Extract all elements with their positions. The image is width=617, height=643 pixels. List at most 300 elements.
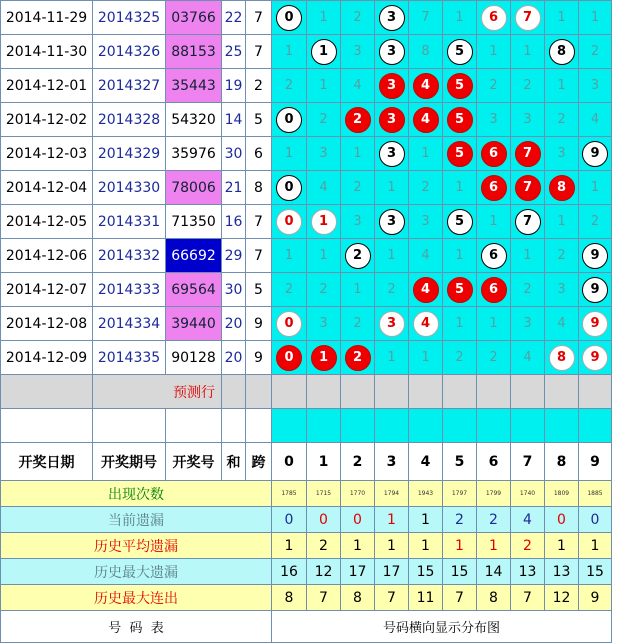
stat-value-9: 9: [579, 585, 612, 611]
digit-cell-3: [375, 1, 409, 35]
blank-row: [1, 409, 612, 443]
stat-value-4: 11: [409, 585, 443, 611]
hit-ball: 1: [311, 209, 337, 235]
hit-ball: 7: [515, 141, 541, 167]
hit-ball: 7: [515, 209, 541, 235]
digit-cell-4: [409, 69, 443, 103]
digit-cell-3: [375, 69, 409, 103]
digit-cell-6: 1: [477, 35, 511, 69]
draw-span: 7: [246, 1, 272, 35]
draw-sum: 30: [222, 137, 246, 171]
stat-value-4: 1: [409, 533, 443, 559]
stat-row: [1, 507, 612, 533]
stat-value-1: 12: [307, 559, 341, 585]
hit-ball: 0: [276, 107, 302, 133]
footer-left: 号 码 表: [1, 611, 272, 643]
stat-value-3: 17: [375, 559, 409, 585]
hit-ball: 7: [515, 5, 541, 31]
draw-number: 88153: [166, 35, 222, 69]
stat-value-8: 0: [545, 507, 579, 533]
stat-value-8: 1: [545, 533, 579, 559]
stat-value-0: 0: [272, 507, 307, 533]
digit-cell-8: 1: [545, 205, 579, 239]
digit-cell-0: [272, 205, 307, 239]
hit-ball: 5: [447, 141, 473, 167]
hit-ball: 9: [582, 141, 608, 167]
digit-cell-4: 1: [409, 137, 443, 171]
header-digit-0: 0: [272, 443, 307, 481]
hit-ball: 3: [379, 311, 405, 337]
stat-value-5: 1: [443, 533, 477, 559]
hit-ball: 3: [379, 107, 405, 133]
hit-ball: 6: [481, 243, 507, 269]
digit-cell-9: 1: [579, 171, 612, 205]
hit-ball: 0: [276, 175, 302, 201]
draw-number: 35976: [166, 137, 222, 171]
draw-issue: 2014335: [93, 341, 166, 375]
hit-ball: 0: [276, 5, 302, 31]
stat-value-4: 1943: [409, 481, 443, 507]
draw-date: 2014-12-02: [1, 103, 93, 137]
digit-cell-5: [443, 69, 477, 103]
stat-value-8: 13: [545, 559, 579, 585]
digit-cell-0: 1: [272, 137, 307, 171]
digit-cell-0: 2: [272, 69, 307, 103]
digit-cell-6: [477, 1, 511, 35]
hit-ball: 0: [276, 209, 302, 235]
draw-span: 2: [246, 69, 272, 103]
blank-digit-cell: [409, 409, 443, 443]
draw-sum: 21: [222, 171, 246, 205]
stat-row: [1, 481, 612, 507]
digit-cell-3: 1: [375, 239, 409, 273]
draw-number: 66692: [166, 239, 222, 273]
draw-number: 03766: [166, 1, 222, 35]
draw-issue: 2014327: [93, 69, 166, 103]
blank-digit-cell: [341, 409, 375, 443]
stat-value-9: 1: [579, 533, 612, 559]
digit-cell-8: [545, 35, 579, 69]
stat-value-6: 8: [477, 585, 511, 611]
stat-value-7: 13: [511, 559, 545, 585]
hit-ball: 1: [311, 345, 337, 371]
header-span: 跨: [246, 443, 272, 481]
hit-ball: 6: [481, 141, 507, 167]
hit-ball: 3: [379, 141, 405, 167]
blank-digit-cell: [307, 409, 341, 443]
digit-cell-1: 3: [307, 137, 341, 171]
digit-cell-2: 3: [341, 205, 375, 239]
digit-cell-9: [579, 137, 612, 171]
stat-value-7: 4: [511, 507, 545, 533]
digit-cell-8: 1: [545, 1, 579, 35]
hit-ball: 5: [447, 277, 473, 303]
digit-cell-7: 1: [511, 239, 545, 273]
blank-digit-cell: [272, 409, 307, 443]
draw-issue: 2014325: [93, 1, 166, 35]
hit-ball: 2: [345, 243, 371, 269]
hit-ball: 4: [413, 73, 439, 99]
header-digit-9: 9: [579, 443, 612, 481]
digit-cell-4: [409, 103, 443, 137]
stat-label: 历史最大连出: [1, 585, 272, 611]
digit-cell-3: [375, 205, 409, 239]
digit-cell-5: [443, 35, 477, 69]
draw-span: 7: [246, 205, 272, 239]
draw-sum: 29: [222, 239, 246, 273]
digit-cell-1: [307, 205, 341, 239]
header-issue: 开奖期号: [93, 443, 166, 481]
stat-label: 历史最大遗漏: [1, 559, 272, 585]
digit-cell-1: 1: [307, 239, 341, 273]
draw-number: 69564: [166, 273, 222, 307]
header-digit-8: 8: [545, 443, 579, 481]
draw-row: [1, 137, 612, 171]
digit-cell-1: 4: [307, 171, 341, 205]
hit-ball: 2: [345, 107, 371, 133]
header-sum: 和: [222, 443, 246, 481]
stat-value-0: 8: [272, 585, 307, 611]
draw-date: 2014-12-08: [1, 307, 93, 341]
pred-cell-5[interactable]: [443, 375, 477, 409]
stat-value-1: 7: [307, 585, 341, 611]
draw-sum: 16: [222, 205, 246, 239]
header-digit-4: 4: [409, 443, 443, 481]
digit-cell-7: 1: [511, 35, 545, 69]
draw-row: [1, 103, 612, 137]
digit-cell-5: 1: [443, 307, 477, 341]
stat-value-7: 2: [511, 533, 545, 559]
hit-ball: 6: [481, 5, 507, 31]
blank-cell: [93, 409, 166, 443]
digit-cell-7: 3: [511, 307, 545, 341]
digit-cell-9: [579, 273, 612, 307]
hit-ball: 9: [582, 277, 608, 303]
stat-value-8: 12: [545, 585, 579, 611]
hit-ball: 6: [481, 277, 507, 303]
digit-cell-7: 2: [511, 273, 545, 307]
draw-sum: 19: [222, 69, 246, 103]
digit-cell-9: 3: [579, 69, 612, 103]
stat-value-3: 1: [375, 507, 409, 533]
stat-value-2: 1770: [341, 481, 375, 507]
digit-cell-0: [272, 341, 307, 375]
blank-digit-cell: [477, 409, 511, 443]
digit-cell-4: 7: [409, 1, 443, 35]
digit-cell-5: 1: [443, 239, 477, 273]
pred-cell-9[interactable]: [579, 375, 612, 409]
stat-value-3: 7: [375, 585, 409, 611]
draw-span: 6: [246, 137, 272, 171]
digit-cell-0: [272, 171, 307, 205]
stat-value-1: 1715: [307, 481, 341, 507]
draw-number: 39440: [166, 307, 222, 341]
draw-issue: 2014330: [93, 171, 166, 205]
draw-date: 2014-12-07: [1, 273, 93, 307]
hit-ball: 4: [413, 311, 439, 337]
header-date: 开奖日期: [1, 443, 93, 481]
footer-row: [1, 611, 612, 643]
draw-span: 7: [246, 35, 272, 69]
prediction-row: [1, 375, 612, 409]
hit-ball: 5: [447, 39, 473, 65]
header-row: [1, 443, 612, 481]
digit-cell-4: 8: [409, 35, 443, 69]
stat-value-5: 7: [443, 585, 477, 611]
draw-row: [1, 341, 612, 375]
digit-cell-4: 3: [409, 205, 443, 239]
digit-cell-5: [443, 103, 477, 137]
digit-cell-2: [341, 103, 375, 137]
digit-cell-9: 2: [579, 205, 612, 239]
draw-date: 2014-12-01: [1, 69, 93, 103]
draw-date: 2014-12-03: [1, 137, 93, 171]
draw-sum: 20: [222, 341, 246, 375]
draw-row: [1, 205, 612, 239]
footer-right: 号码横向显示分布图: [272, 611, 612, 643]
stat-label: 当前遗漏: [1, 507, 272, 533]
digit-cell-2: [341, 341, 375, 375]
draw-sum: 14: [222, 103, 246, 137]
header-digit-6: 6: [477, 443, 511, 481]
digit-cell-6: 2: [477, 69, 511, 103]
header-digit-5: 5: [443, 443, 477, 481]
digit-cell-8: 4: [545, 307, 579, 341]
digit-cell-8: 2: [545, 103, 579, 137]
pred-blank: [246, 375, 272, 409]
draw-date: 2014-11-30: [1, 35, 93, 69]
digit-cell-1: [307, 341, 341, 375]
digit-cell-4: [409, 273, 443, 307]
pred-cell-2[interactable]: [341, 375, 375, 409]
draw-number: 78006: [166, 171, 222, 205]
draw-number: 71350: [166, 205, 222, 239]
digit-cell-6: [477, 137, 511, 171]
header-digit-1: 1: [307, 443, 341, 481]
draw-sum: 22: [222, 1, 246, 35]
draw-row: [1, 273, 612, 307]
digit-cell-1: 3: [307, 307, 341, 341]
draw-date: 2014-12-06: [1, 239, 93, 273]
hit-ball: 1: [311, 39, 337, 65]
prediction-label: 预测行: [93, 375, 222, 409]
digit-cell-1: 1: [307, 69, 341, 103]
digit-cell-2: 1: [341, 273, 375, 307]
digit-cell-2: 2: [341, 1, 375, 35]
draw-issue: 2014328: [93, 103, 166, 137]
hit-ball: 8: [549, 39, 575, 65]
stat-value-7: 1740: [511, 481, 545, 507]
draw-row: [1, 1, 612, 35]
hit-ball: 8: [549, 345, 575, 371]
digit-cell-1: 2: [307, 273, 341, 307]
stat-value-9: 0: [579, 507, 612, 533]
digit-cell-4: 4: [409, 239, 443, 273]
draw-issue: 2014332: [93, 239, 166, 273]
draw-number: 35443: [166, 69, 222, 103]
digit-cell-9: 2: [579, 35, 612, 69]
digit-cell-1: 1: [307, 1, 341, 35]
header-digit-2: 2: [341, 443, 375, 481]
digit-cell-2: 4: [341, 69, 375, 103]
stat-value-9: 15: [579, 559, 612, 585]
digit-cell-3: [375, 137, 409, 171]
stat-value-5: 2: [443, 507, 477, 533]
stat-value-4: 1: [409, 507, 443, 533]
hit-ball: 9: [582, 345, 608, 371]
hit-ball: 5: [447, 107, 473, 133]
digit-cell-4: 1: [409, 341, 443, 375]
hit-ball: 3: [379, 39, 405, 65]
stat-value-0: 1785: [272, 481, 307, 507]
digit-cell-0: [272, 103, 307, 137]
digit-cell-5: 1: [443, 171, 477, 205]
digit-cell-3: 1: [375, 171, 409, 205]
digit-cell-3: [375, 307, 409, 341]
digit-cell-2: 2: [341, 307, 375, 341]
pred-cell-8[interactable]: [545, 375, 579, 409]
digit-cell-4: 2: [409, 171, 443, 205]
pred-cell-3[interactable]: [375, 375, 409, 409]
digit-cell-6: 3: [477, 103, 511, 137]
draw-date: 2014-12-05: [1, 205, 93, 239]
draw-issue: 2014333: [93, 273, 166, 307]
draw-span: 5: [246, 103, 272, 137]
hit-ball: 6: [481, 175, 507, 201]
pred-cell-1[interactable]: [307, 375, 341, 409]
digit-cell-0: [272, 1, 307, 35]
draw-issue: 2014331: [93, 205, 166, 239]
hit-ball: 9: [582, 243, 608, 269]
header-digit-3: 3: [375, 443, 409, 481]
digit-cell-9: [579, 239, 612, 273]
stat-value-5: 1797: [443, 481, 477, 507]
pred-blank: [222, 375, 246, 409]
digit-cell-8: 1: [545, 69, 579, 103]
stat-value-1: 0: [307, 507, 341, 533]
digit-cell-7: [511, 205, 545, 239]
hit-ball: 7: [515, 175, 541, 201]
draw-row: [1, 171, 612, 205]
blank-digit-cell: [511, 409, 545, 443]
hit-ball: 8: [549, 175, 575, 201]
digit-cell-3: [375, 103, 409, 137]
digit-cell-0: 2: [272, 273, 307, 307]
draw-date: 2014-12-09: [1, 341, 93, 375]
stat-value-2: 8: [341, 585, 375, 611]
stat-row: [1, 585, 612, 611]
stat-value-5: 15: [443, 559, 477, 585]
stat-value-6: 14: [477, 559, 511, 585]
digit-cell-7: 4: [511, 341, 545, 375]
digit-cell-7: [511, 1, 545, 35]
digit-cell-9: [579, 341, 612, 375]
digit-cell-2: 2: [341, 171, 375, 205]
digit-cell-8: 2: [545, 239, 579, 273]
digit-cell-8: [545, 171, 579, 205]
digit-cell-8: [545, 341, 579, 375]
hit-ball: 0: [276, 345, 302, 371]
digit-cell-4: [409, 307, 443, 341]
hit-ball: 4: [413, 107, 439, 133]
draw-span: 5: [246, 273, 272, 307]
digit-cell-8: 3: [545, 273, 579, 307]
digit-cell-2: 3: [341, 35, 375, 69]
digit-cell-1: 2: [307, 103, 341, 137]
draw-date: 2014-12-04: [1, 171, 93, 205]
draw-span: 7: [246, 239, 272, 273]
draw-row: [1, 307, 612, 341]
stat-value-3: 1794: [375, 481, 409, 507]
draw-sum: 30: [222, 273, 246, 307]
digit-cell-7: 3: [511, 103, 545, 137]
digit-cell-6: 2: [477, 341, 511, 375]
pred-cell-7[interactable]: [511, 375, 545, 409]
draw-date: 2014-11-29: [1, 1, 93, 35]
draw-row: [1, 239, 612, 273]
blank-cell: [222, 409, 246, 443]
stat-value-6: 1: [477, 533, 511, 559]
blank-cell: [1, 409, 93, 443]
digit-cell-3: [375, 35, 409, 69]
hit-ball: 2: [345, 345, 371, 371]
digit-cell-5: 2: [443, 341, 477, 375]
hit-ball: 3: [379, 73, 405, 99]
digit-cell-6: 1: [477, 205, 511, 239]
hit-ball: 9: [582, 311, 608, 337]
hit-ball: 3: [379, 5, 405, 31]
blank-digit-cell: [579, 409, 612, 443]
stat-value-0: 1: [272, 533, 307, 559]
digit-cell-6: [477, 171, 511, 205]
draw-issue: 2014334: [93, 307, 166, 341]
hit-ball: 0: [276, 311, 302, 337]
stat-value-3: 1: [375, 533, 409, 559]
digit-cell-3: 2: [375, 273, 409, 307]
digit-cell-9: 4: [579, 103, 612, 137]
stat-value-9: 1885: [579, 481, 612, 507]
digit-cell-0: [272, 307, 307, 341]
blank-digit-cell: [443, 409, 477, 443]
digit-cell-1: [307, 35, 341, 69]
stat-value-8: 1809: [545, 481, 579, 507]
draw-issue: 2014326: [93, 35, 166, 69]
stat-row: [1, 533, 612, 559]
draw-span: 9: [246, 341, 272, 375]
pred-cell-6[interactable]: [477, 375, 511, 409]
digit-cell-7: [511, 171, 545, 205]
blank-digit-cell: [375, 409, 409, 443]
digit-cell-3: 1: [375, 341, 409, 375]
blank-cell: [246, 409, 272, 443]
digit-cell-6: 1: [477, 307, 511, 341]
stat-value-2: 17: [341, 559, 375, 585]
blank-cell: [166, 409, 222, 443]
stat-label: 历史平均遗漏: [1, 533, 272, 559]
stat-value-2: 1: [341, 533, 375, 559]
digit-cell-5: 1: [443, 1, 477, 35]
pred-cell-4[interactable]: [409, 375, 443, 409]
digit-cell-5: [443, 205, 477, 239]
pred-cell-0[interactable]: [272, 375, 307, 409]
digit-cell-6: [477, 239, 511, 273]
digit-cell-5: [443, 137, 477, 171]
digit-cell-0: 1: [272, 239, 307, 273]
pred-blank: [1, 375, 93, 409]
draw-sum: 25: [222, 35, 246, 69]
digit-cell-9: [579, 307, 612, 341]
digit-cell-9: 1: [579, 1, 612, 35]
